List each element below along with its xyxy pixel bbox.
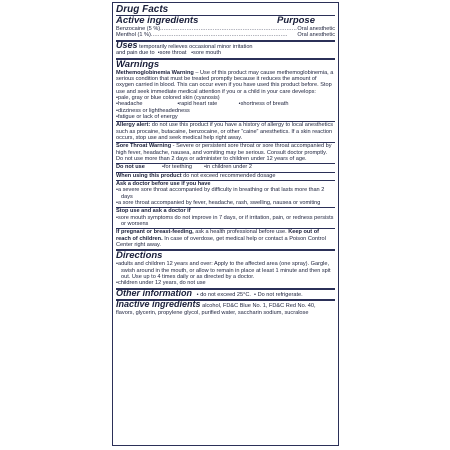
sore-throat-warning: Sore Throat Warning - Severe or persistent sore throat or sore throat accompanied by high fever, headache, nausea, and vomiting may be serious. Consult doctor promptly. Do not use more than 2 days or administer to children under 12 years of age. xyxy=(116,143,332,162)
stop-use-header: Stop use and ask a doctor if xyxy=(116,208,191,215)
allergy-alert: Allergy alert: do not use this product if you have a history of allergy to local anesthetics such as procaine, butacaine, benzocaine, or other “caine” anesthetics. If a skin reaction occurs, stop use and seek medical help right away. xyxy=(116,122,334,141)
direction-item: • adults and children 12 years and over: Apply to the affected area (one spray). Gargle, swish around in the mouth, or allow to remain in place at least 1 minute and then spit out. Use up to 4 times daily or as directed by a doctor. xyxy=(116,261,335,280)
directions-header: Directions xyxy=(116,250,163,262)
ask-doctor-item: • a severe sore throat accompanied by difficulty in breathing or that lasts more than 2 days xyxy=(116,187,335,200)
drug-facts-title: Drug Facts xyxy=(116,4,335,16)
direction-item: • children under 12 years, do not use xyxy=(116,280,335,286)
ask-doctor-item: • a sore throat accompanied by fever, headache, rash, swelling, nausea or vomiting xyxy=(116,200,335,206)
other-info-header: Other information xyxy=(116,287,192,298)
ingredient-name: Benzocaine (5 %) xyxy=(116,26,161,32)
ingredient-purpose: Oral anesthetic xyxy=(297,26,335,32)
symptom-grid: • headache • rapid heart rate • shortness of breath xyxy=(116,101,335,107)
do-not-use: Do not use • for teething • in children under 2 xyxy=(116,164,335,170)
warning-item: • pale, gray or blue colored skin (cyanosis) xyxy=(116,95,335,101)
warnings-header: Warnings xyxy=(116,58,160,70)
methemoglobinemia-warning: Methemoglobinemia Warning – Use of this product may cause methemoglobinemia, a serious condition that must be treated promptly because it reduces the amount of oxygen carried in blood. This can occur even if you have used this product before. Stop use and seek immediate medical attention if you or a child in your care develops: xyxy=(116,69,334,95)
warning-item: • fatigue or lack of energy xyxy=(116,114,335,120)
when-using: When using this product do not exceed recommended dosage xyxy=(116,172,276,179)
active-ingredient-row: Menthol (1 %) .............................................................................. Oral anesthetic xyxy=(116,32,335,39)
active-ingredients-header xyxy=(116,16,335,26)
warning-item: • dizziness or lightheadedness xyxy=(116,108,335,114)
ask-doctor-header: Ask a doctor before use if you have xyxy=(116,181,211,187)
stop-use-item: • sore mouth symptoms do not improve in 7 days, or if irritation, pain, or redness persists or worsens xyxy=(116,215,335,228)
other-information: Other information • do not exceed 25°C. • Do not refrigerate. xyxy=(116,287,303,298)
uses-header: Uses xyxy=(116,39,138,50)
purpose-header-label: Purpose xyxy=(276,15,315,26)
inactive-ingredients: Inactive ingredients alcohol, FD&C Blue No. 1, FD&C Red No. 40, flavors, glycerin, propylene glycol, purified water, saccharin sodium, sucralose xyxy=(116,299,316,316)
pregnancy-and-children: If pregnant or breast-feeding, ask a health professional before use. Keep out of reach of children. In case of overdose, get medical help or contact a Poison Control Center right away. xyxy=(116,229,326,249)
ingredient-name: Menthol (1 %) xyxy=(116,32,151,39)
active-header-label: Active ingredients xyxy=(116,15,199,26)
ingredient-purpose: Oral anesthetic xyxy=(297,32,335,39)
drug-facts-label xyxy=(112,2,339,446)
inactive-header: Inactive ingredients xyxy=(116,299,201,310)
use-item: • sore throat xyxy=(158,50,187,56)
use-item: • sore mouth xyxy=(191,50,221,56)
uses-section: Uses temporarily relieves occasional minor irritation and pain due to • sore throat • sore mouth xyxy=(116,42,335,57)
active-ingredient-row: Benzocaine (5 %) .............................................................................. Oral anesthetic xyxy=(116,26,335,32)
